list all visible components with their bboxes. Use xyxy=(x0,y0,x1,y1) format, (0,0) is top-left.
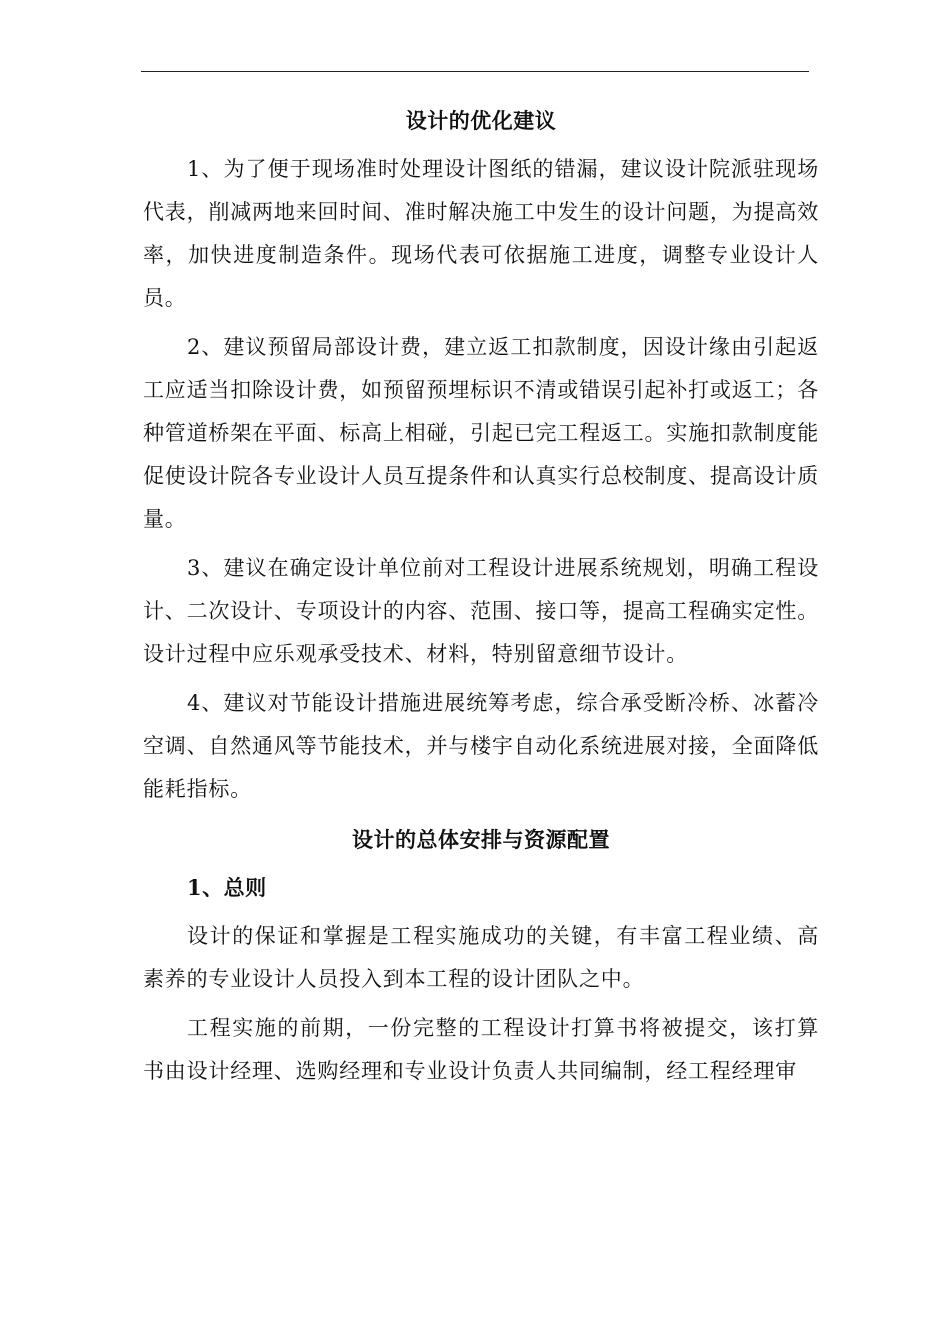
paragraph: 设计的保证和掌握是工程实施成功的关键，有丰富工程业绩、高素养的专业设计人员投入到本工程的设计团队之中。 xyxy=(143,924,819,991)
paragraph: 工程实施的前期，一份完整的工程设计打算书将被提交，该打算书由设计经理、选购经理和专业设计负责人共同编制，经工程经理审 xyxy=(143,1016,819,1083)
paragraph: 4、建议对节能设计措施进展统筹考虑，综合承受断冷桥、冰蓄冷空调、自然通风等节能技术，并与楼宇自动化系统进展对接，全面降低能耗指标。 xyxy=(143,691,819,801)
subheading-general: 1、总则 xyxy=(187,875,267,900)
paragraph: 1、为了便于现场准时处理设计图纸的错漏，建议设计院派驻现场代表，削减两地来回时间、准时解决施工中发生的设计问题，为提高效率，加快进度制造条件。现场代表可依据施工进度，调整专业设计人员。 xyxy=(143,157,819,310)
section-title-optimization: 设计的优化建议 xyxy=(405,108,557,133)
paragraph: 3、建议在确定设计单位前对工程设计进展系统规划，明确工程设计、二次设计、专项设计的内容、范围、接口等，提高工程确实定性。设计过程中应乐观承受技术、材料，特别留意细节设计。 xyxy=(143,556,819,666)
section-title-arrangement: 设计的总体安排与资源配置 xyxy=(352,827,610,852)
paragraph: 2、建议预留局部设计费，建立返工扣款制度，因设计缘由引起返工应适当扣除设计费，如预留预埋标识不清或错误引起补打或返工；各种管道桥架在平面、标高上相碰，引起已完工程返工。实施扣款制度能促使设计院各专业设计人员互提条件和认真实行总校制度、提高设计质量。 xyxy=(143,335,819,531)
spacer xyxy=(143,811,819,819)
document-body xyxy=(143,100,819,1093)
header-rule xyxy=(141,71,809,72)
